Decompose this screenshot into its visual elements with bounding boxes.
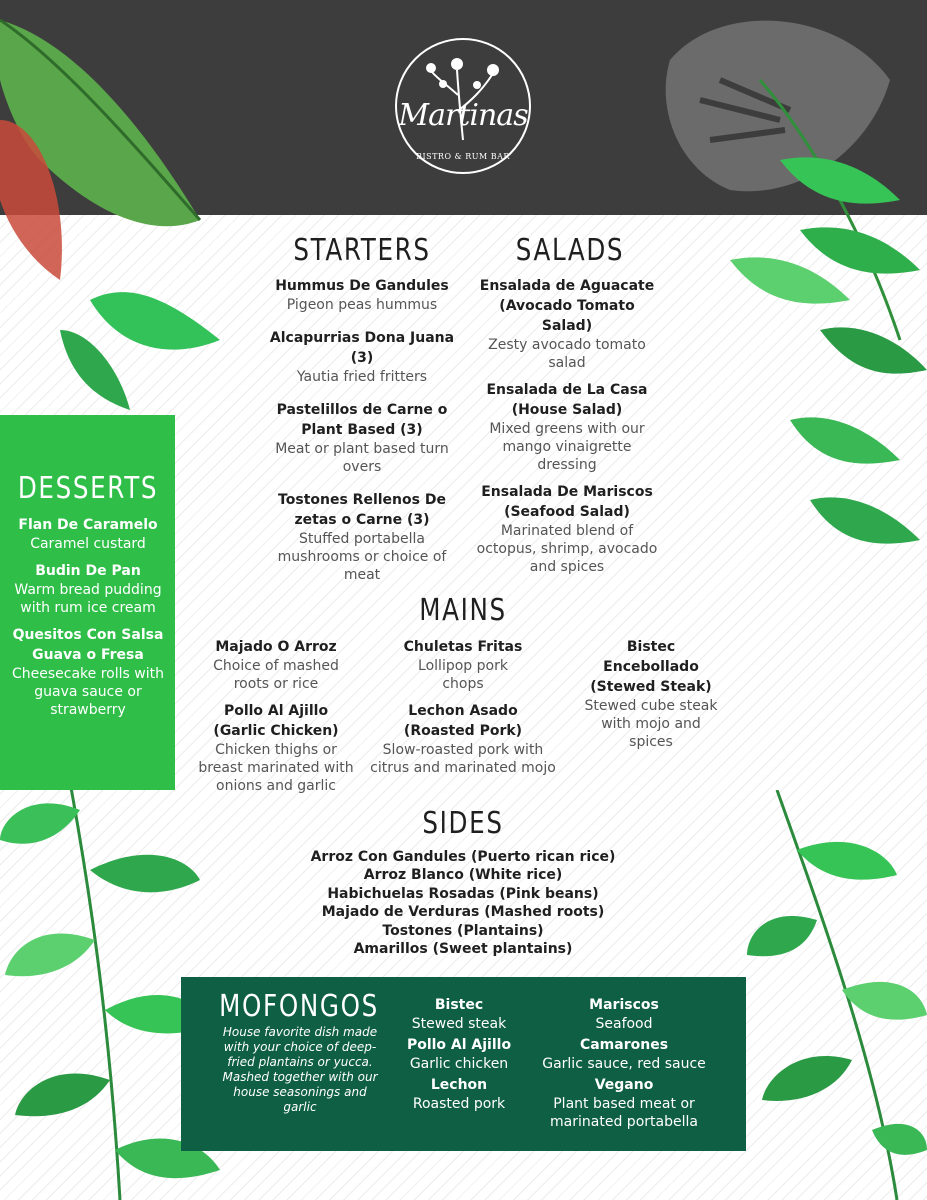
mains-col-left [196, 637, 356, 803]
sides-list [263, 848, 663, 958]
banana-leaf-top-left-decoration [0, 0, 240, 420]
side-item: Arroz Con Gandules (Puerto rican rice) [310, 849, 616, 865]
item-description: Stuffed portabella mushrooms or choice of meat [277, 531, 447, 583]
mains-col-right [578, 637, 724, 759]
item-description: Garlic chicken [409, 1056, 509, 1072]
mofongos-description: House favorite dish made with your choice of deep-fried plantains or yucca. Mashed together with our house seasonings and garlic [222, 1025, 378, 1114]
item-description: Meat or plant based turn overs [275, 441, 449, 475]
item-description: Yautia fried fritters [296, 369, 428, 385]
item-name: Bistec [434, 997, 484, 1013]
item-description: Caramel custard [30, 536, 146, 552]
item-name: Mariscos [589, 997, 659, 1013]
menu-item [472, 276, 662, 372]
side-item: Habichuelas Rosadas (Pink beans) [327, 885, 599, 902]
item-name: Budin De Pan [35, 563, 141, 579]
salads-list [472, 276, 662, 584]
item-description: Mixed greens with our mango vinaigrette dressing [489, 421, 645, 473]
item-description: Pigeon peas hummus [286, 297, 438, 313]
menu-item [472, 482, 662, 576]
starters-heading: STARTERS [293, 233, 431, 268]
item-name: Tostones Rellenos De zetas o Carne (3) [278, 492, 446, 528]
menu-item [578, 637, 724, 751]
menu-item [196, 701, 356, 795]
item-description: Choice of mashed roots or rice [213, 658, 339, 692]
monstera-leaf-top-right-decoration [640, 0, 927, 600]
menu-item [268, 276, 456, 314]
item-description: Chicken thighs or breast marinated with onions and garlic [198, 742, 354, 794]
menu-item [368, 701, 558, 777]
item-description: Marinated blend of octopus, shrimp, avocado and spices [476, 523, 658, 575]
item-description: Zesty avocado tomato salad [488, 337, 646, 371]
restaurant-logo [395, 38, 531, 174]
mofongos-col-left [391, 995, 527, 1121]
item-name: Alcapurrias Dona Juana (3) [269, 330, 455, 366]
mofongos-panel [181, 977, 746, 1151]
side-item: Arroz Blanco (White rice) [363, 867, 563, 884]
mains-col-center [368, 637, 558, 785]
item-name: Flan De Caramelo [18, 517, 158, 533]
desserts-list [10, 515, 166, 727]
item-description: Seafood [595, 1016, 653, 1032]
item-description: Slow-roasted pork with citrus and marinated mojo [370, 742, 556, 776]
item-description: Plant based meat or marinated portabella [550, 1096, 698, 1130]
item-name: Lechon [430, 1077, 488, 1093]
item-name: Bistec Encebollado (Stewed Steak) [590, 639, 712, 695]
item-name: Quesitos Con Salsa Guava o Fresa [12, 627, 164, 663]
menu-item [472, 380, 662, 474]
side-item: Tostones (Plantains) [382, 922, 544, 939]
side-item: Amarillos (Sweet plantains) [353, 941, 573, 958]
item-description: Roasted pork [412, 1096, 506, 1112]
item-name: Ensalada de Aguacate (Avocado Tomato Salad) [479, 278, 655, 334]
mofongos-heading: MOFONGOS [219, 989, 379, 1024]
item-name: Chuletas Fritas [403, 639, 523, 655]
item-name: Vegano [594, 1077, 654, 1093]
menu-item [268, 490, 456, 584]
menu-item [10, 625, 166, 719]
menu-item [10, 515, 166, 553]
menu-item [10, 561, 166, 617]
desserts-heading: DESSERTS [17, 471, 159, 506]
sides-heading: SIDES [422, 806, 504, 841]
desserts-panel [0, 415, 175, 790]
item-description: Garlic sauce, red sauce [542, 1056, 706, 1072]
starters-list [268, 276, 456, 592]
item-description: Stewed steak [411, 1016, 507, 1032]
palm-leaf-bottom-right-decoration [747, 790, 927, 1200]
item-name: Ensalada De Mariscos (Seafood Salad) [481, 484, 653, 520]
item-name: Pollo Al Ajillo (Garlic Chicken) [213, 703, 339, 739]
logo-subtitle: BISTRO & RUM BAR [416, 152, 510, 161]
item-description: Lollipop pork chops [418, 658, 508, 692]
item-name: Lechon Asado (Roasted Pork) [403, 703, 523, 739]
mofongos-col-right [537, 995, 711, 1139]
item-name: Pastelillos de Carne o Plant Based (3) [276, 402, 448, 438]
item-name: Camarones [579, 1037, 669, 1053]
mains-heading: MAINS [419, 593, 507, 628]
salads-heading: SALADS [515, 233, 625, 268]
item-name: Majado O Arroz [215, 639, 337, 655]
menu-item [268, 400, 456, 476]
logo-name: Martinas [398, 98, 528, 133]
item-name: Ensalada de La Casa (House Salad) [486, 382, 648, 418]
menu-item [268, 328, 456, 386]
item-description: Cheesecake rolls with guava sauce or strawberry [12, 666, 164, 718]
item-description: Warm bread pudding with rum ice cream [14, 582, 162, 616]
menu-item [368, 637, 558, 693]
item-description: Stewed cube steak with mojo and spices [584, 698, 718, 750]
menu-item [196, 637, 356, 693]
side-item: Majado de Verduras (Mashed roots) [321, 904, 605, 921]
item-name: Pollo Al Ajillo [406, 1037, 512, 1053]
item-name: Hummus De Gandules [275, 278, 449, 294]
